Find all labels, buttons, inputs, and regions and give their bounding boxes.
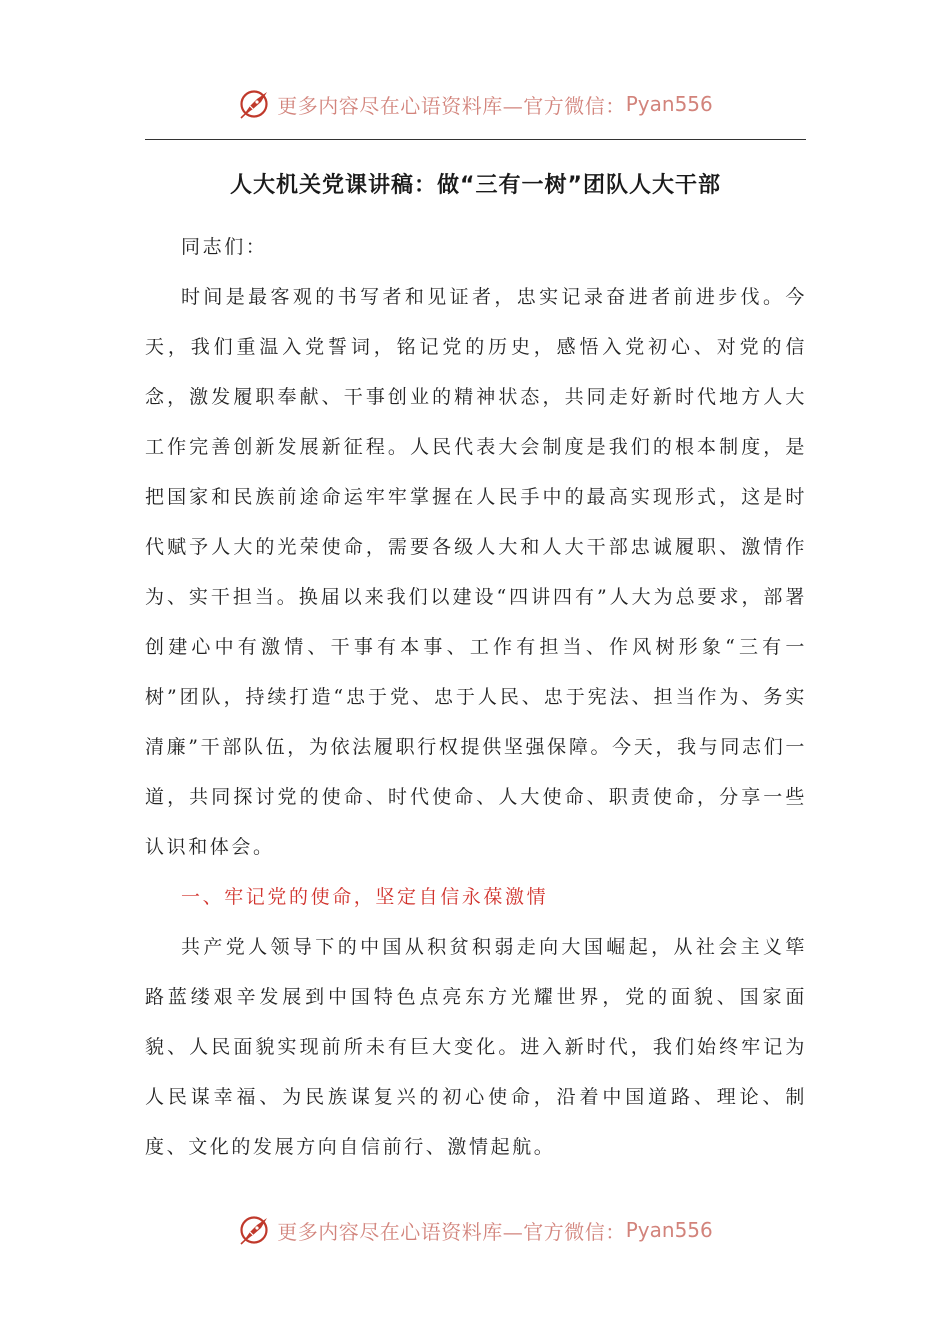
body-paragraph: 时间是最客观的书写者和见证者，忠实记录奋进者前进步伐。今天，我们重温入党誓词，铭记党的历史，感悟入党初心、对党的信念，激发履职奉献、干事创业的精神状态，共同走好新时代地方人大工作完善创新发展新征程。人民代表大会制度是我们的根本制度，是把国家和民族前途命运牢牢掌握在人民手中的最高实现形式，这是时代赋予人大的光荣使命，需要各级人大和人大干部忠诚履职、激情作为、实干担当。换届以来我们以建设“四讲四有”人大为总要求，部署创建心中有激情、干事有本事、工作有担当、作风树形象“三有一树”团队，持续打造“忠于党、忠于人民、忠于宪法、担当作为、务实清廉”干部队伍，为依法履职行权提供坚强保障。今天，我与同志们一道，共同探讨党的使命、时代使命、人大使命、职责使命，分享一些认识和体会。 — [145, 286, 807, 858]
banner-wechat-id: Pyan556 — [625, 92, 713, 116]
header-divider — [145, 139, 806, 140]
document-title: 人大机关党课讲稿：做“三有一树”团队人大干部 — [230, 173, 721, 198]
document-body — [145, 222, 807, 1172]
pen-nib-logo-icon — [237, 86, 273, 122]
pen-nib-logo-icon — [237, 1212, 273, 1248]
footer-banner — [0, 1210, 950, 1250]
banner-wechat-id: Pyan556 — [625, 1218, 713, 1242]
header-banner — [0, 84, 950, 124]
banner-text: 更多内容尽在心语资料库—官方微信： — [277, 1219, 626, 1244]
body-paragraph: 共产党人领导下的中国从积贫积弱走向大国崛起，从社会主义筚路蓝缕艰辛发展到中国特色点亮东方光耀世界，党的面貌、国家面貌、人民面貌实现前所未有巨大变化。进入新时代，我们始终牢记为人民谋幸福、为民族谋复兴的初心使命，沿着中国道路、理论、制度、文化的发展方向自信前行、激情起航。 — [145, 936, 807, 1158]
section-heading: 一、牢记党的使命，坚定自信永葆激情 — [181, 886, 549, 908]
salutation: 同志们： — [181, 236, 268, 258]
banner-text: 更多内容尽在心语资料库—官方微信： — [277, 93, 626, 118]
